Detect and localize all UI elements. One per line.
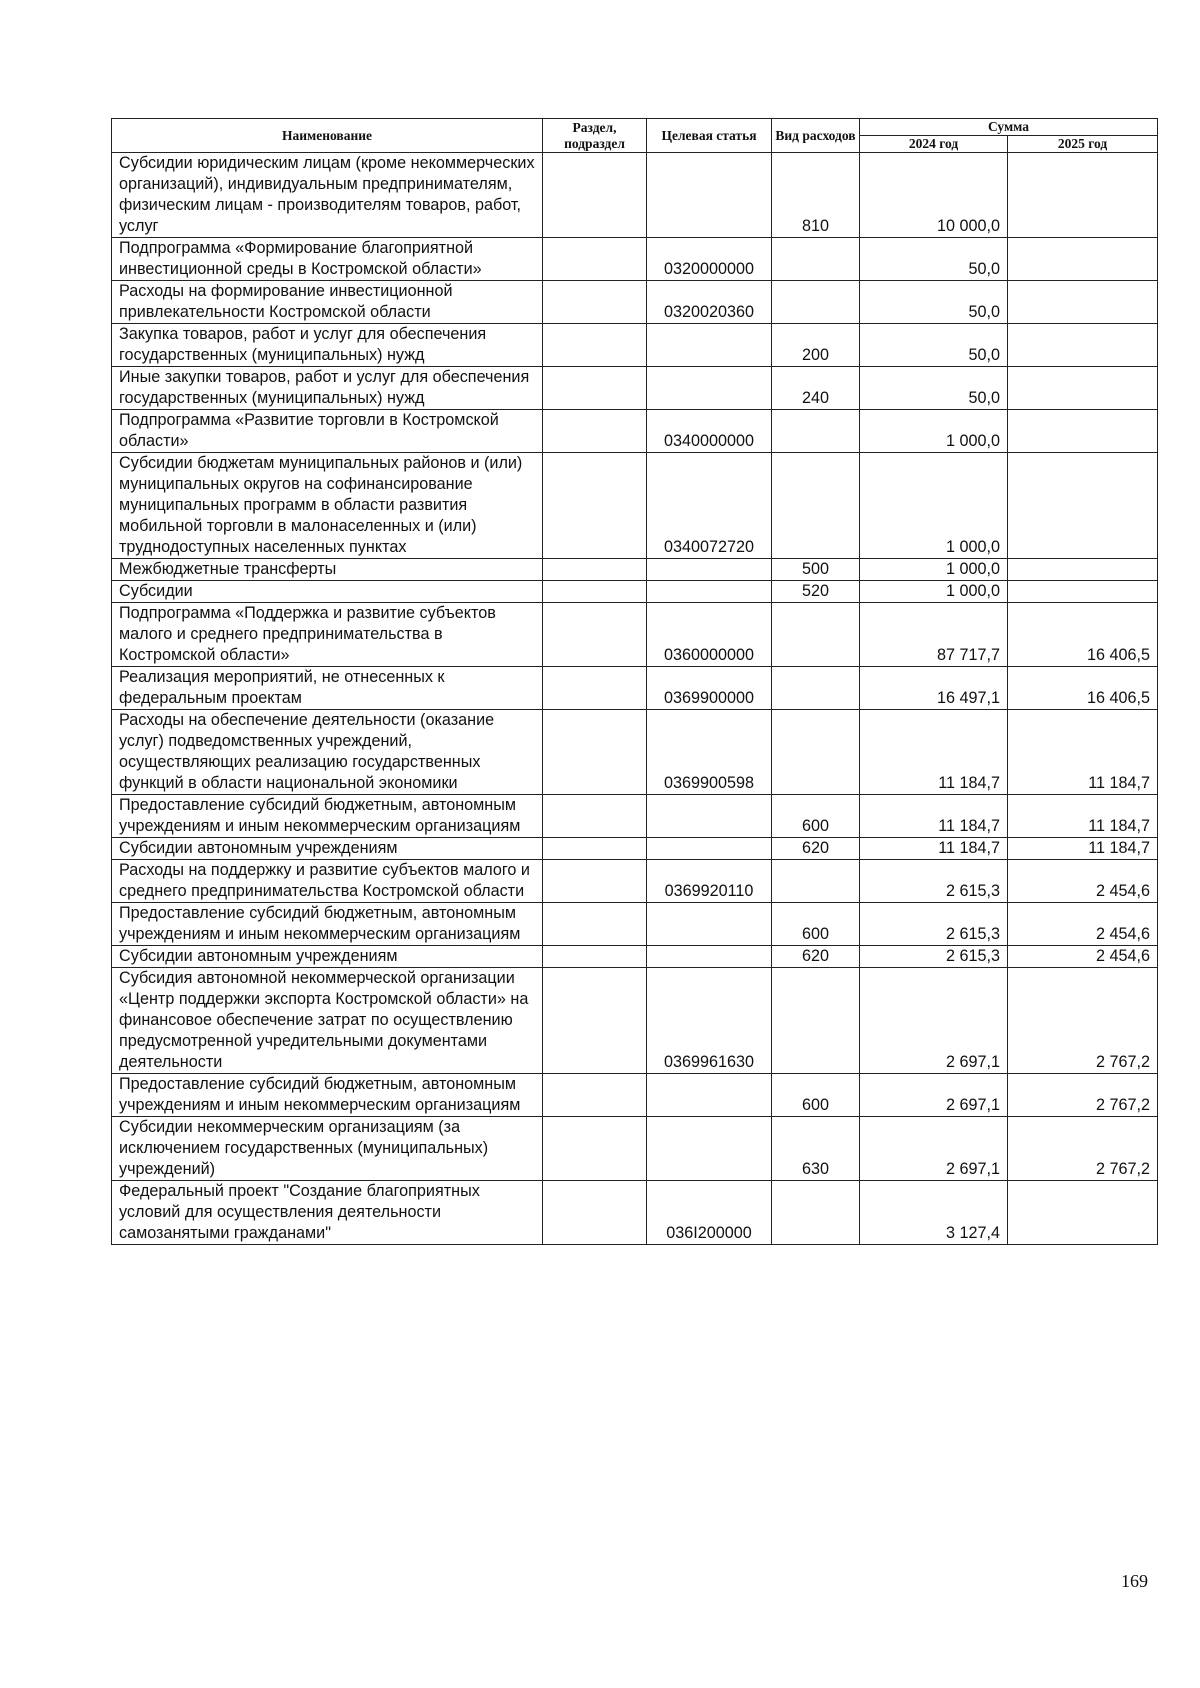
- cell-2024: 2 697,1: [860, 1117, 1008, 1181]
- cell-2024: 50,0: [860, 281, 1008, 324]
- page-number: 169: [1121, 1571, 1148, 1591]
- cell-2024: 50,0: [860, 324, 1008, 367]
- cell-type: [772, 603, 860, 667]
- cell-2024: 50,0: [860, 367, 1008, 410]
- cell-type: 600: [772, 903, 860, 946]
- cell-type: [772, 281, 860, 324]
- cell-section: [543, 410, 647, 453]
- cell-name: Субсидии: [112, 581, 543, 603]
- cell-2024: 2 697,1: [860, 968, 1008, 1074]
- cell-2024: 11 184,7: [860, 838, 1008, 860]
- cell-target: 0340072720: [647, 453, 772, 559]
- cell-target: 0340000000: [647, 410, 772, 453]
- cell-section: [543, 559, 647, 581]
- table-row: [112, 367, 1158, 410]
- cell-type: 240: [772, 367, 860, 410]
- cell-section: [543, 281, 647, 324]
- cell-2024: 2 697,1: [860, 1074, 1008, 1117]
- cell-2025: 11 184,7: [1008, 838, 1158, 860]
- cell-target: 036I200000: [647, 1181, 772, 1245]
- table-row: [112, 1074, 1158, 1117]
- header-year-2024: 2024 год: [860, 136, 1008, 153]
- cell-2024: 50,0: [860, 238, 1008, 281]
- cell-2025: [1008, 1181, 1158, 1245]
- cell-2025: 2 767,2: [1008, 968, 1158, 1074]
- cell-type: [772, 710, 860, 795]
- cell-section: [543, 367, 647, 410]
- header-name: Наименование: [112, 119, 543, 153]
- header-year-2025: 2025 год: [1008, 136, 1158, 153]
- cell-section: [543, 324, 647, 367]
- cell-2025: [1008, 324, 1158, 367]
- cell-name: Федеральный проект "Создание благоприятных условий для осуществления деятельности самозанятыми гражданами": [112, 1181, 543, 1245]
- cell-2025: 11 184,7: [1008, 795, 1158, 838]
- cell-2024: 16 497,1: [860, 667, 1008, 710]
- cell-type: [772, 238, 860, 281]
- cell-name: Подпрограмма «Формирование благоприятной инвестиционной среды в Костромской области»: [112, 238, 543, 281]
- table-row: [112, 710, 1158, 795]
- cell-2025: [1008, 410, 1158, 453]
- cell-2024: 1 000,0: [860, 410, 1008, 453]
- cell-target: [647, 795, 772, 838]
- cell-2024: 11 184,7: [860, 710, 1008, 795]
- cell-2024: 1 000,0: [860, 581, 1008, 603]
- table-row: [112, 603, 1158, 667]
- cell-section: [543, 860, 647, 903]
- cell-target: 0369920110: [647, 860, 772, 903]
- cell-2025: [1008, 281, 1158, 324]
- cell-name: Межбюджетные трансферты: [112, 559, 543, 581]
- cell-2025: [1008, 153, 1158, 238]
- cell-section: [543, 581, 647, 603]
- cell-2025: [1008, 453, 1158, 559]
- cell-section: [543, 946, 647, 968]
- cell-section: [543, 838, 647, 860]
- table-row: [112, 153, 1158, 238]
- cell-2024: 1 000,0: [860, 453, 1008, 559]
- cell-section: [543, 795, 647, 838]
- cell-target: 0369961630: [647, 968, 772, 1074]
- table-row: [112, 838, 1158, 860]
- cell-2025: [1008, 367, 1158, 410]
- cell-type: [772, 860, 860, 903]
- table-row: [112, 1181, 1158, 1245]
- cell-name: Предоставление субсидий бюджетным, автономным учреждениям и иным некоммерческим организациям: [112, 903, 543, 946]
- cell-2024: 2 615,3: [860, 903, 1008, 946]
- budget-table: [111, 118, 1158, 1245]
- cell-target: [647, 367, 772, 410]
- cell-name: Расходы на поддержку и развитие субъектов малого и среднего предпринимательства Костромской области: [112, 860, 543, 903]
- cell-target: 0320000000: [647, 238, 772, 281]
- cell-2024: 2 615,3: [860, 946, 1008, 968]
- cell-2024: 11 184,7: [860, 795, 1008, 838]
- cell-target: [647, 559, 772, 581]
- cell-name: Закупка товаров, работ и услуг для обеспечения государственных (муниципальных) нужд: [112, 324, 543, 367]
- table-row: [112, 453, 1158, 559]
- cell-2024: 1 000,0: [860, 559, 1008, 581]
- table-row: [112, 667, 1158, 710]
- table-row: [112, 968, 1158, 1074]
- cell-type: [772, 667, 860, 710]
- table-row: [112, 860, 1158, 903]
- table-row: [112, 1117, 1158, 1181]
- table-row: [112, 946, 1158, 968]
- cell-target: 0360000000: [647, 603, 772, 667]
- cell-target: [647, 946, 772, 968]
- cell-section: [543, 1074, 647, 1117]
- table-row: [112, 281, 1158, 324]
- cell-2025: 2 767,2: [1008, 1117, 1158, 1181]
- cell-2025: [1008, 581, 1158, 603]
- cell-target: [647, 838, 772, 860]
- cell-type: 200: [772, 324, 860, 367]
- cell-name: Расходы на обеспечение деятельности (оказание услуг) подведомственных учреждений, осуществляющих реализацию государственных функций в области национальной экономики: [112, 710, 543, 795]
- cell-type: 500: [772, 559, 860, 581]
- cell-name: Субсидии автономным учреждениям: [112, 838, 543, 860]
- cell-type: 810: [772, 153, 860, 238]
- table-row: [112, 581, 1158, 603]
- cell-section: [543, 453, 647, 559]
- cell-2025: [1008, 559, 1158, 581]
- cell-2024: 10 000,0: [860, 153, 1008, 238]
- cell-name: Реализация мероприятий, не отнесенных к федеральным проектам: [112, 667, 543, 710]
- cell-type: 620: [772, 946, 860, 968]
- cell-target: [647, 581, 772, 603]
- cell-section: [543, 1117, 647, 1181]
- table-row: [112, 324, 1158, 367]
- cell-name: Субсидии автономным учреждениям: [112, 946, 543, 968]
- table-row: [112, 559, 1158, 581]
- cell-name: Иные закупки товаров, работ и услуг для обеспечения государственных (муниципальных) нужд: [112, 367, 543, 410]
- cell-section: [543, 667, 647, 710]
- cell-2025: 2 454,6: [1008, 860, 1158, 903]
- cell-type: [772, 1181, 860, 1245]
- cell-type: 630: [772, 1117, 860, 1181]
- cell-name: Подпрограмма «Поддержка и развитие субъектов малого и среднего предпринимательства в Костромской области»: [112, 603, 543, 667]
- cell-target: [647, 1074, 772, 1117]
- cell-type: [772, 410, 860, 453]
- cell-section: [543, 968, 647, 1074]
- table-row: [112, 903, 1158, 946]
- cell-name: Субсидии некоммерческим организациям (за исключением государственных (муниципальных) учреждений): [112, 1117, 543, 1181]
- cell-2024: 3 127,4: [860, 1181, 1008, 1245]
- cell-2025: 16 406,5: [1008, 667, 1158, 710]
- cell-section: [543, 903, 647, 946]
- table-body: [112, 153, 1158, 1245]
- cell-2024: 87 717,7: [860, 603, 1008, 667]
- cell-target: [647, 153, 772, 238]
- cell-section: [543, 1181, 647, 1245]
- cell-section: [543, 603, 647, 667]
- cell-target: 0369900000: [647, 667, 772, 710]
- cell-name: Субсидии юридическим лицам (кроме некоммерческих организаций), индивидуальным предпринимателям, физическим лицам - производителям товаров, работ, услуг: [112, 153, 543, 238]
- table-row: [112, 795, 1158, 838]
- cell-type: 600: [772, 795, 860, 838]
- cell-2025: 2 454,6: [1008, 903, 1158, 946]
- cell-target: 0320020360: [647, 281, 772, 324]
- cell-name: Предоставление субсидий бюджетным, автономным учреждениям и иным некоммерческим организациям: [112, 795, 543, 838]
- cell-name: Расходы на формирование инвестиционной привлекательности Костромской области: [112, 281, 543, 324]
- cell-target: [647, 903, 772, 946]
- cell-2025: 16 406,5: [1008, 603, 1158, 667]
- cell-section: [543, 238, 647, 281]
- cell-target: 0369900598: [647, 710, 772, 795]
- cell-2025: 2 767,2: [1008, 1074, 1158, 1117]
- cell-2025: [1008, 238, 1158, 281]
- cell-type: [772, 453, 860, 559]
- header-target: Целевая статья: [647, 119, 772, 153]
- cell-section: [543, 153, 647, 238]
- cell-type: 520: [772, 581, 860, 603]
- cell-name: Субсидия автономной некоммерческой организации «Центр поддержки экспорта Костромской области» на финансовое обеспечение затрат по осуществлению предусмотренной учредительными документами деятельности: [112, 968, 543, 1074]
- cell-target: [647, 324, 772, 367]
- table-row: [112, 410, 1158, 453]
- header-type: Вид расходов: [772, 119, 860, 153]
- header-sum: Сумма: [860, 119, 1158, 136]
- cell-name: Предоставление субсидий бюджетным, автономным учреждениям и иным некоммерческим организациям: [112, 1074, 543, 1117]
- cell-section: [543, 710, 647, 795]
- table-row: [112, 238, 1158, 281]
- cell-2025: 11 184,7: [1008, 710, 1158, 795]
- cell-type: 620: [772, 838, 860, 860]
- cell-2025: 2 454,6: [1008, 946, 1158, 968]
- header-section: Раздел, подраздел: [543, 119, 647, 153]
- cell-type: 600: [772, 1074, 860, 1117]
- cell-2024: 2 615,3: [860, 860, 1008, 903]
- cell-target: [647, 1117, 772, 1181]
- cell-name: Подпрограмма «Развитие торговли в Костромской области»: [112, 410, 543, 453]
- cell-type: [772, 968, 860, 1074]
- table-header: [112, 119, 1158, 153]
- cell-name: Субсидии бюджетам муниципальных районов и (или) муниципальных округов на софинансирование муниципальных программ в области развития мобильной торговли в малонаселенных и (или) труднодоступных населенных пунктах: [112, 453, 543, 559]
